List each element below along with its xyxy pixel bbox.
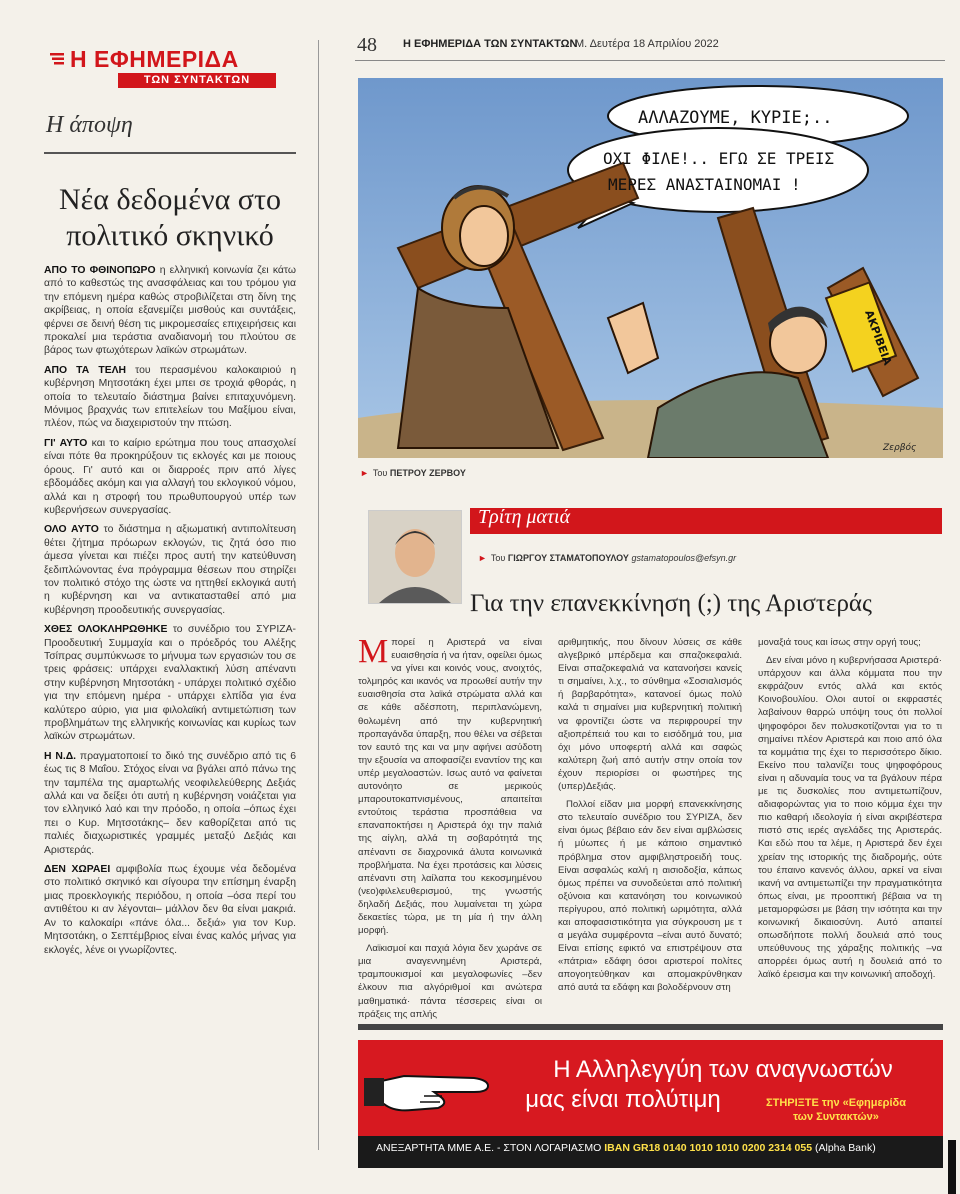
page-edge-mark: [948, 1140, 956, 1194]
solidarity-ad[interactable]: [358, 1040, 943, 1168]
opinion-headline: Νέα δεδομένα στο πολιτικό σκηνικό: [58, 183, 282, 252]
masthead-logo: [58, 46, 276, 86]
drop-cap: Μ: [358, 633, 389, 670]
article-paragraph: Πολλοί είδαν μια μορφή επανεκκίνησης στο τελευταίο συνέδριο του ΣΥΡΙΖΑ, δεν είναι όμως βέβαιο εάν δεν είναι αμβλώσεις ή μύωπες ή με κάποιο σημαντικό πρόβλημα στον αμφιβληστροειδή τους. Είναι ασφαλώς καλή η αισιοδοξία, κάπως όμως πρέπει να συνοδεύεται από πολιτική οξύνοια και κατανόηση του κοινωνικού περίγυρου, από πολιτική ωριμότητα, αλλά και αποφασιστικότητα για σύγκρουση με τ α μεγάλα συμφέροντα –είναι αυτό δυνατό; Είναι επίσης εφικτό να επιστρέψουν στα «πάτρια» εδάφη όσοι αριστεροί πολίτες απογοητεύθηκαν και απομακρύνθηκαν από αυτά τα εδάφη και βολοδέρνουν στη: [558, 799, 742, 994]
paragraph-text: πραγματοποιεί το δικό της συνέδριο από τις 6 έως τις 8 Μαΐου. Στόχος είναι να βγάλει από πάνω της την ταμπέλα της αμαρτωλής νεοφιλελεύθερης Δεξιάς αλλά και να δείξει ότι αυτή η κυβέρνηση νοιάζεται για τον ελληνικό λαό και την πρόοδο, η οποία –όπως έχει πει ο Κυρ. Μητσοτάκης– δεν καθορίζεται από τις παλιές διαχωριστικές γραμμές μεταξύ Δεξιάς και Αριστεράς.: [44, 750, 296, 856]
paragraph-lead: ΔΕΝ ΧΩΡΑΕΙ: [44, 864, 111, 876]
paragraph-text: η ελληνική κοινωνία ζει κάτω από το καθεστώς της ανασφάλειας και του τρόμου για την επόμενη ημέρα καθώς στροβιλίζεται στη δίνη της ακρίβειας, η οποία εξανεμίζει μισθούς και συντάξεις, φέρνει σε δεινή θέση τις μικρομεσαίες επιχειρήσεις και προκαλεί μια τεράστια αναδιανομή του πλούτου σε βάρος των φτωχότερων λαϊκών στρωμάτων.: [44, 265, 296, 357]
credit-prefix: Του: [372, 468, 390, 478]
triangle-icon: ►: [478, 553, 487, 563]
paragraph-lead: ΑΠΟ ΤΑ ΤΕΛΗ: [44, 364, 127, 376]
article-paragraph: αριθμητικής, που δίνουν λύσεις σε κάθε αλγεβρικό μπέρδεμα και σπαζοκεφαλιά. Είναι σπαζοκεφαλιά να κατανοήσει κανείς τι σημαίνει, λ.χ., το σύνθημα «Σοσιαλισμός ή βαρβαρότητα», κατανοεί όμως πολύ καλά τι σημαίνει μια κυβερνητική πολιτική να φροντίζει ώστε να περιφρουρεί την αξιοπρέπειά του και το εισόδημά του, μια όχι μόνο υποφερτή αλλά και σαφώς καλύτερη ζωή από αυτήν στην οποία τον έχουν περιορίσει οι φωστήρες της (υπερ)Δεξιάς.: [558, 637, 742, 793]
article-paragraph: [358, 633, 542, 937]
article-paragraph: μοναξιά τους και ίσως στην οργή τους;: [758, 637, 921, 648]
credit-name: ΠΕΤΡΟΥ ΖΕΡΒΟΥ: [389, 468, 466, 478]
opinion-paragraph: [44, 437, 296, 517]
speed-stripes-icon: [50, 52, 66, 66]
masthead-title: Η ΕΦΗΜΕΡΙΔΑ: [70, 46, 239, 72]
page-number: 48: [357, 34, 377, 56]
column-author: [478, 553, 736, 563]
paragraph-lead: ΧΘΕΣ ΟΛΟΚΛΗΡΩΘΗΚΕ: [44, 624, 168, 636]
column-title: Τρίτη ματιά: [478, 506, 571, 528]
opinion-paragraph: [44, 623, 296, 744]
author-portrait: [369, 511, 461, 603]
author-email: gstamatopoulos@efsyn.gr: [631, 553, 737, 563]
opinion-paragraph: [44, 863, 296, 957]
masthead-subtitle: ΤΩΝ ΣΥΝΤΑΚΤΩΝ: [118, 73, 276, 88]
paragraph-text: αμφιβολία πως έχουμε νέα δεδομένα στο πολιτικό σκηνικό και σίγουρα την επίσημη έναρξη μιας προεκλογικής περιόδου, η οποία –όσα περί του αντιθέτου κι αν λέγονται– μάλλον δεν θα είναι μακριά. Αν το καλοκαίρι «πάνε όλα... δεξιά» για τον Κυρ. Μητσοτάκη, ο Σεπτέμβριος είναι ένας καλός μήνας για εκλογές, λένε οι γνωρίζοντες.: [44, 864, 296, 956]
author-prefix: Του: [490, 553, 508, 563]
cartoon-illustration: [358, 78, 943, 458]
article-column-2: [558, 636, 742, 1000]
opinion-paragraph: [44, 523, 296, 617]
column-divider: [318, 40, 319, 1150]
article-column-1: [358, 633, 542, 1026]
bubble-2-text-line1: ΟΧΙ ΦΙΛΕ!.. ΕΓΩ ΣΕ ΤΡΕΙΣ: [603, 149, 835, 168]
article-paragraph: Δεν είναι μόνο η κυβερνήσασα Αριστερά· υπάρχουν και άλλα κόμματα που την εκφράζουν εντός αλλά και εκτός Κοινοβουλίου. Ολοι αυτοί οι εκφραστές λαβαίνουν θαρρώ υπόψη τους ότι πολλοί ψηφοφόροι δεν πολυσκοτίζονται για το τι σημαίνει πλέον Αριστερά και ποιο από όλα τα κομμάτια της έχει το περισσότερο δίκιο. Εκείνο που ταλανίζει τους ψηφοφόρους είναι η αδυναμία τους να τα βγάλουν πέρα με τις δυσκολίες που αντιμετωπίζουν, αδιαφορώντας για το ποιο κόμμα έχει την πιο καθαρή ιδεολογία ή είναι ακριβέστερα πιστό στις ιερές αγελάδες της Αριστεράς. Και εδώ που τα λέμε, η Αριστερά δεν έχει χρείαν της ιστορικής της διαδρομής, ούτε του έπαινο κανενός άλλου, αρκεί να είναι ικανή να αντιμετωπίζει την πραγματικότητα όπως είναι, με προοπτική βέβαια να τη μεταμορφώσει με βάση την ισότητα και την κοινωνική δικαιοσύνη. Αυτό απαιτεί οπωσδήποτε πολλή δουλειά από τους υπεύθυνους της χάραξης πολιτικής –να απορρέει όμως αυτή η δουλειά από το λαϊκό έρεισμα και την κοινωνική αποδοχή.: [758, 655, 942, 981]
divider: [44, 152, 296, 154]
author-photo: [368, 510, 462, 604]
article-title: Για την επανεκκίνηση (;) της Αριστεράς: [470, 590, 872, 617]
bank-text: ΑΝΕΞΑΡΤΗΤΑ ΜΜΕ Α.Ε. - ΣΤΟΝ ΛΟΓΑΡΙΑΣΜΟ: [376, 1142, 605, 1154]
opinion-paragraph: [44, 750, 296, 857]
paragraph-text: το συνέδριο του ΣΥΡΙΖΑ-Προοδευτική Συμμαχία και ο πρόεδρός του Αλέξης Τσίπρας συμπύκνωσε το μήνυμα των εργασιών του σε τρεις φράσεις: υπάρχει εναλλακτική λύση απέναντι στην κυβέρνηση Μητσοτάκη - υπάρχει πολιτικό σχέδιο για την επόμενη ημέρα - υπάρχει ελπίδα για ένα καλύτερο αύριο, για μια φιλολαϊκή αντιμετώπιση των προβλημάτων της ελληνικής κοινωνίας και κυρίως των λαϊκών στρωμάτων.: [44, 624, 296, 743]
ad-headline-2: μας είναι πολύτιμη: [525, 1086, 721, 1113]
paragraph-lead: ΓΙ' ΑΥΤΟ: [44, 437, 88, 449]
opinion-paragraph: [44, 264, 296, 358]
ad-support-text: [738, 1096, 934, 1124]
article-end-rule: [358, 1024, 943, 1030]
section-label: Η άποψη: [46, 112, 133, 138]
bubble-2-text-line2: ΜΕΡΕΣ ΑΝΑΣΤΑΙΝΟΜΑΙ !: [608, 175, 801, 194]
opinion-body: [44, 264, 296, 963]
paragraph-lead: ΟΛΟ ΑΥΤΟ: [44, 524, 99, 536]
paragraph-lead: ΑΠΟ ΤΟ ΦΘΙΝΟΠΩΡΟ: [44, 265, 156, 276]
triangle-icon: ►: [360, 468, 369, 478]
header-rule: [355, 60, 945, 61]
cartoon-credit: [360, 468, 466, 478]
iban-label: IBAN: [604, 1142, 630, 1154]
ad-bank-details: [376, 1142, 876, 1154]
bank-name: (Alpha Bank): [812, 1142, 876, 1154]
support-line-2: των Συντακτών»: [793, 1111, 879, 1123]
akriveia-text: ΑΚΡΙΒΕΙΑ: [862, 308, 895, 367]
paragraph-text: πορεί η Αριστερά να είναι ευαισθησία ή να ήταν, οφείλει όμως να γίνει και κοινός νους, ανοιχτός, τολμηρός και ικανός να προωθεί αυτήν την ευαισθησία στα λαϊκά στρώματα αλλά και σε κάθε αδέσποτη, περιπλανώμενη, θολωμένη από την κυβερνητική προπαγάνδα ύπαρξη, που θέλει να σέβεται τον εαυτό της και να μην αφήνει ασύδοτη την εξουσία να αποφασίζει εναντίον της και υπέρ μεγαλοαστών. Ισως αυτό να φαίνεται αυτονόητο σε μερικούς μπαρουτοκαπνισμένους, απαιτείται εντούτοις τεράστια προσπάθεια να επαναποκτήσει η Αριστερά όχι την παλιά της αίγλη, αλλά τη σοβαρότητά της απέναντι σε διαχρονικά άλυτα κοινωνικά προβλήματα. Να έχει προτάσεις και λύσεις απέναντι στη λαίλαπα του κεκοσμημένου (νεο)φιλελευθερισμού, της γνωστής δηλαδή Δεξιάς, που λυμαίνεται τη χώρα δεκαετίες τώρα, με τη μία ή την άλλη μορφή.: [358, 637, 542, 937]
paragraph-text: του περασμένου καλοκαιριού η κυβέρνηση Μητσοτάκη έχει μπει σε τροχιά φθοράς, η οποία το τελευταίο διάστημα βαίνει επιταχυνόμενη. Μόνιμος βραχνάς των επιτελείων του Μαξίμου είναι, πλέον, πώς να διαχειριστούν την πτώση.: [44, 364, 297, 430]
jesus-face: [460, 206, 508, 266]
cartoon: [358, 78, 943, 458]
paragraph-text: και το καίριο ερώτημα που τους απασχολεί είναι πότε θα προκηρύξουν τις εκλογές και με ποιους όρους. Γι' αυτό και οι διαρροές πριν από λίγες εβδομάδες ακόμη και για αλλαγή του εκλογικού νόμου, αλλά και η στροφή του πρωθυπουργού υπέρ των κυβερνήσεων συνεργασίας.: [44, 437, 296, 516]
paragraph-lead: Η Ν.Δ.: [44, 750, 77, 762]
paper-name: Η ΕΦΗΜΕΡΙΔΑ ΤΩΝ ΣΥΝΤΑΚΤΩΝ: [403, 38, 578, 50]
article-paragraph: Λαϊκισμοί και παχιά λόγια δεν χωράνε σε μια αναγεννημένη Αριστερά, τραμπουκισμοί και μεγαλοφωνίες –δεν έλκουν πια αλγόριθμοί και ανώτερα μαθηματικά· πάντα τέσσερεις είναι οι πράξεις της απλής: [358, 943, 542, 1020]
issue-date: Μ. Δευτέρα 18 Απριλίου 2022: [575, 38, 719, 50]
support-line-1: ΣΤΗΡΙΞΤΕ την «Εφημερίδα: [766, 1097, 906, 1109]
bubble-1-text: ΑΛΛΑΖΟΥΜΕ, ΚΥΡΙΕ;..: [638, 108, 833, 128]
opinion-paragraph: [44, 364, 296, 431]
paragraph-text: το διάστημα η αξιωματική αντιπολίτευση θέτει ζήτημα πρόωρων εκλογών, τις ζητά όσο πιο άμεσα γίνεται και πιέζει προς αυτή την κατεύθυνση ξεδιπλώνοντας ένα πρόγραμμα θέσεων που στηρίζει τον πολιτικό στόχο της ώστε να ηττηθεί εκλογικά αυτή η κυβέρνηση και να αντικατασταθεί από μια κυβέρνηση προοδευτικής συνεργασίας.: [44, 524, 296, 616]
pointing-hand-icon: [364, 1054, 496, 1126]
iban-number: GR18 0140 1010 1010 0200 2314 055: [629, 1142, 813, 1154]
author-name: ΓΙΩΡΓΟΥ ΣΤΑΜΑΤΟΠΟΥΛΟΥ: [507, 553, 629, 563]
article-column-3: [758, 636, 942, 986]
cartoon-signature: Ζερβός: [883, 443, 917, 453]
ad-headline-1: Η Αλληλεγγύη των αναγνωστών: [553, 1056, 893, 1083]
